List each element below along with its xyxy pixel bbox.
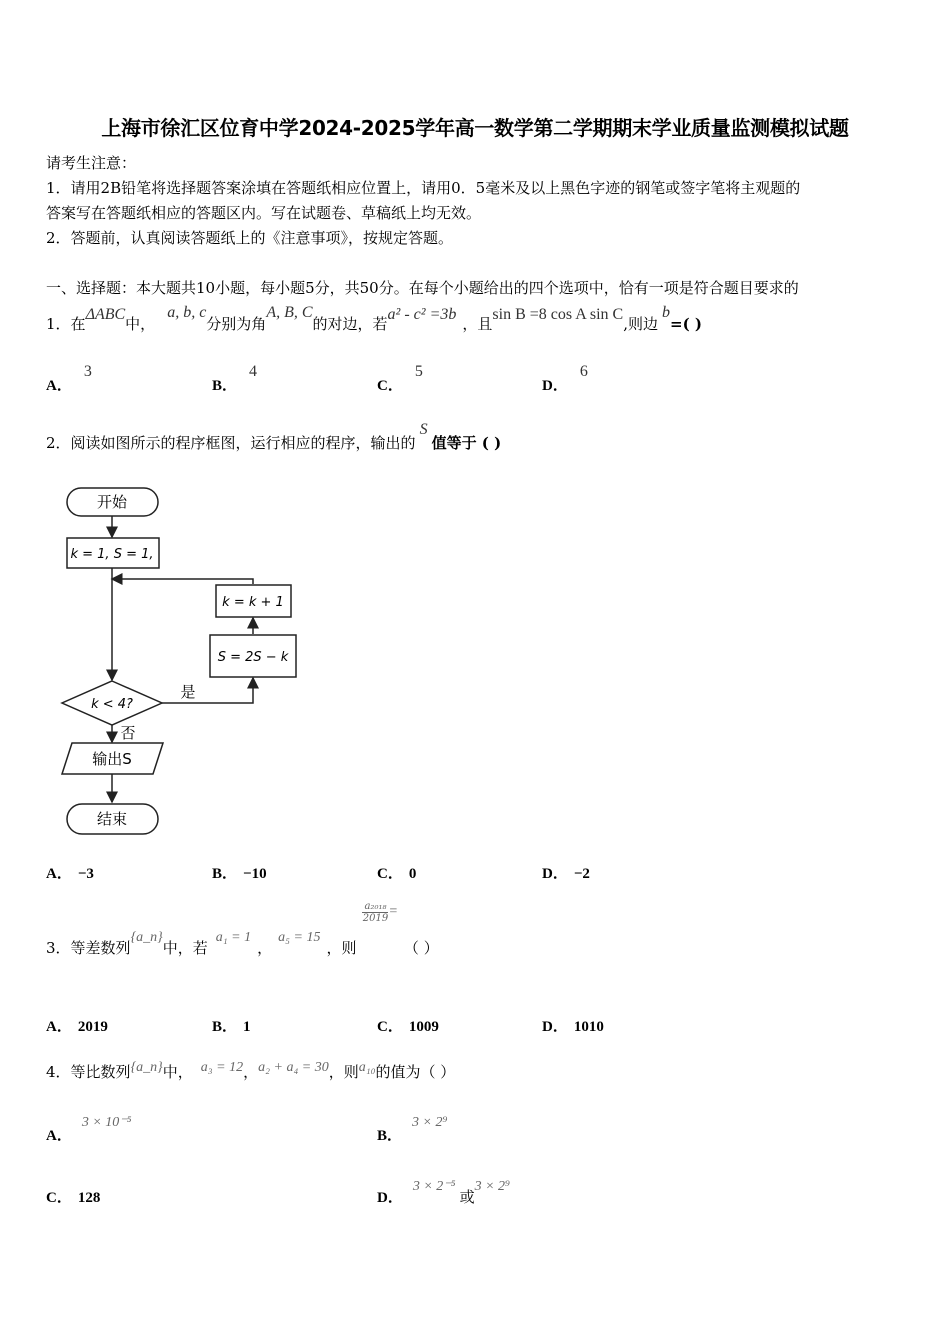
q2-option-b[interactable]: B． −10 [212,866,267,882]
q1-option-c[interactable]: C．5 [377,363,423,394]
flow-no-label: 否 [120,724,136,742]
q4-option-c[interactable]: C． 128 [46,1190,101,1206]
math-condition-2: sin B =8 cos A sin C [492,306,624,323]
math-b: b [662,304,670,321]
question-2: 2．阅读如图所示的程序框图，运行相应的程序，输出的S值等于 ( ) [46,421,502,452]
q4-option-b[interactable]: B．3 × 2⁹ [377,1115,448,1144]
question-number: 2． [46,434,71,452]
section-heading: 一、选择题：本大题共10小题，每小题5分，共50分。在每个小题给出的四个选项中，恰有一项是符合题目要求的 [46,279,799,297]
question-3: 3．等差数列{a_n}中，若a₁ = 1，a₅ = 15，则 $\frac{\text{a₂₀₁₈}}{2019}$ =（ ） [46,901,439,957]
math-triangle: ΔABC [85,306,126,323]
question-number: 4． [46,1063,71,1081]
math-sequence: {a_n} [130,930,163,945]
q4-option-a[interactable]: A．3 × 10⁻⁵ [46,1115,132,1144]
q4-option-d[interactable]: D．3 × 2⁻⁵或3 × 2⁹ [377,1179,510,1206]
flow-init-label: k = 1, S = 1, [70,547,154,562]
notice-item-1-line-2: 答案写在答题纸相应的答题区内。写在试题卷、草稿纸上均无效。 [46,204,482,222]
q2-option-d[interactable]: D． −2 [542,866,590,882]
question-1: 1．在ΔABC中，a, b, c分别为角A, B, C的对边，若a² - c² =3b，且sin B =8 cos A sin C,则边b=( ) [46,304,702,333]
q1-option-d[interactable]: D．6 [542,363,588,394]
math-sides: a, b, c [167,304,207,321]
q1-option-a[interactable]: A．3 [46,363,92,394]
math-a5: a₅ = 15 [278,930,321,945]
q3-option-c[interactable]: C． 1009 [377,1019,439,1035]
flow-start-label: 开始 [96,493,128,511]
math-a1: a₁ = 1 [215,930,252,945]
math-a2-a4: a₂ + a₄ = 30 [258,1060,329,1075]
math-fraction: $\frac{\text{a₂₀₁₈}}{2019}$ [362,901,389,924]
q2-option-a[interactable]: A． −3 [46,866,94,882]
q3-option-d[interactable]: D． 1010 [542,1019,604,1035]
math-angles: A, B, C [266,304,313,321]
q2-option-c[interactable]: C． 0 [377,866,417,882]
notice-item-2: 2．答题前，认真阅读答题纸上的《注意事项》，按规定答题。 [46,229,454,247]
flow-yes-label: 是 [180,683,196,701]
page-title: 上海市徐汇区位育中学2024-2025学年高一数学第二学期期末学业质量监测模拟试题 [101,116,849,140]
flow-update-label: S = 2S − k [217,650,289,665]
flowchart [55,480,315,845]
notice-heading: 请考生注意： [46,154,137,172]
q3-option-a[interactable]: A． 2019 [46,1019,108,1035]
math-sequence: {a_n} [130,1060,163,1075]
flow-output-label: 输出S [92,750,132,768]
question-number: 3． [46,939,71,957]
flow-end-label: 结束 [96,810,128,828]
q1-option-b[interactable]: B．4 [212,363,258,394]
notice-item-1-line-1: 1．请用2B铅笔将选择题答案涂填在答题纸相应位置上，请用0．5毫米及以上黑色字迹的钢笔或签字笔将主观题的 [46,179,801,197]
math-s: S [419,421,428,438]
question-number: 1． [46,315,71,333]
flow-increment-label: k = k + 1 [222,595,284,610]
math-a3: a₃ = 12 [200,1060,244,1075]
math-a10: a₁₀ [358,1060,376,1075]
question-4: 4．等比数列{a_n}中， a₃ = 12，a₂ + a₄ = 30，则a₁₀的值为（ ） [46,1060,456,1081]
flow-decision-label: k < 4? [91,697,133,712]
q3-option-b[interactable]: B． 1 [212,1019,251,1035]
math-condition-1: a² - c² =3b [387,306,457,323]
